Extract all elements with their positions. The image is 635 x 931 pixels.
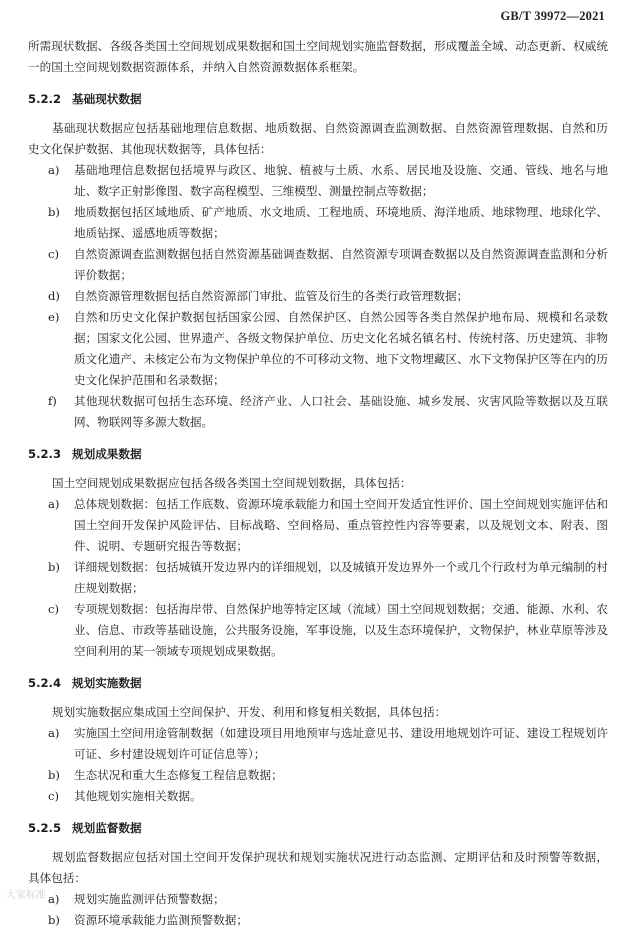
item-text: 自然资源调查监测数据包括自然资源基础调查数据、自然资源专项调查数据以及自然资源调查监测和分析评价数据； (74, 247, 608, 282)
item-label: c) (48, 789, 60, 803)
item-text: 地质数据包括区域地质、矿产地质、水文地质、工程地质、环境地质、海洋地质、地球物理、地球化学、地质钻探、遥感地质等数据； (74, 205, 608, 240)
list-item (28, 391, 608, 433)
item-text: 生态状况和重大生态修复工程信息数据； (74, 768, 283, 782)
standard-code: GB/T 39972—2021 (500, 9, 605, 23)
section-number: 5.2.4 (28, 676, 62, 690)
item-text: 实施国土空间用途管制数据（如建设项目用地预审与选址意见书、建设用地规划许可证、建设工程规划许可证、乡村建设规划许可证信息等）； (74, 726, 608, 761)
section-title: 规划成果数据 (72, 447, 142, 461)
item-label: e) (48, 310, 60, 324)
item-text: 自然和历史文化保护数据包括国家公园、自然保护区、自然公园等各类自然保护地布局、规模和名录数据；国家文化公园、世界遗产、各级文物保护单位、历史文化名城名镇名村、传统村落、历史建筑、非物质文化遗产、未核定公布为文物保护单位的不可移动文物、地下文物埋藏区、水下文物保护区等在内的历史文化保护范围和名录数据； (74, 310, 608, 387)
item-label: a) (48, 726, 60, 740)
list-item (28, 910, 608, 931)
item-label: d) (48, 289, 60, 303)
item-label: a) (48, 497, 60, 511)
section-title: 规划实施数据 (72, 676, 142, 690)
section-heading-5-2-4 (28, 673, 608, 694)
section-title: 基础现状数据 (72, 92, 142, 106)
list-item (28, 160, 608, 202)
section-lead: 基础现状数据应包括基础地理信息数据、地质数据、自然资源调查监测数据、自然资源管理数据、自然和历史文化保护数据、其他现状数据等，具体包括： (28, 121, 608, 156)
item-text: 自然资源管理数据包括自然资源部门审批、监管及衍生的各类行政管理数据； (74, 289, 469, 303)
list-item (28, 723, 608, 765)
document-body (28, 36, 608, 931)
item-text: 基础地理信息数据包括境界与政区、地貌、植被与土质、水系、居民地及设施、交通、管线、地名与地址、数字正射影像图、数字高程模型、三维模型、测量控制点等数据； (74, 163, 608, 198)
list-item (28, 599, 608, 662)
item-text: 详细规划数据：包括城镇开发边界内的详细规划，以及城镇开发边界外一个或几个行政村为单元编制的村庄规划数据； (74, 560, 608, 595)
list-item (28, 786, 608, 807)
item-text: 专项规划数据：包括海岸带、自然保护地等特定区域（流域）国土空间规划数据；交通、能源、水利、农业、信息、市政等基础设施，公共服务设施，军事设施，以及生态环境保护，文物保护，林业草原等涉及空间利用的某一领域专项规划成果数据。 (74, 602, 608, 658)
watermark: 大家标准 (6, 890, 46, 901)
section-heading-5-2-3 (28, 444, 608, 465)
item-label: a) (48, 892, 60, 906)
item-text: 总体规划数据：包括工作底数、资源环境承载能力和国土空间开发适宜性评价、国土空间规划实施评估和国土空间开发保护风险评估、目标战略、空间格局、重点管控性内容等要素，以及规划文本、附表、图件、说明、专题研究报告等数据； (74, 497, 608, 553)
list-item (28, 202, 608, 244)
item-text: 其他规划实施相关数据。 (74, 789, 202, 803)
section-heading-5-2-2 (28, 89, 608, 110)
section-lead: 规划实施数据应集成国土空间保护、开发、利用和修复相关数据，具体包括： (52, 705, 447, 719)
item-label: b) (48, 768, 60, 782)
item-label: b) (48, 560, 60, 574)
item-label: a) (48, 163, 60, 177)
list-item (28, 765, 608, 786)
list-item (28, 494, 608, 557)
list-item (28, 286, 608, 307)
item-label: b) (48, 205, 60, 219)
item-label: c) (48, 602, 60, 616)
list-item (28, 244, 608, 286)
item-text: 资源环境承载能力监测预警数据； (74, 913, 248, 927)
item-text: 其他现状数据可包括生态环境、经济产业、人口社会、基础设施、城乡发展、灾害风险等数据以及互联网、物联网等多源大数据。 (74, 394, 608, 429)
list-item (28, 307, 608, 391)
intro-paragraph: 所需现状数据、各级各类国土空间规划成果数据和国土空间规划实施监督数据，形成覆盖全域、动态更新、权威统一的国土空间规划数据资源体系，并纳入自然资源数据体系框架。 (28, 39, 608, 74)
section-lead: 规划监督数据应包括对国土空间开发保护现状和规划实施状况进行动态监测、定期评估和及时预警等数据，具体包括： (28, 850, 608, 885)
item-label: b) (48, 913, 60, 927)
item-label: c) (48, 247, 60, 261)
section-lead: 国土空间规划成果数据应包括各级各类国土空间规划数据，具体包括： (52, 476, 412, 490)
section-number: 5.2.2 (28, 92, 62, 106)
item-label: f) (48, 394, 57, 408)
section-heading-5-2-5 (28, 818, 608, 839)
list-item (28, 889, 608, 910)
section-number: 5.2.5 (28, 821, 62, 835)
section-number: 5.2.3 (28, 447, 62, 461)
list-item (28, 557, 608, 599)
item-text: 规划实施监测评估预警数据； (74, 892, 225, 906)
section-title: 规划监督数据 (72, 821, 142, 835)
